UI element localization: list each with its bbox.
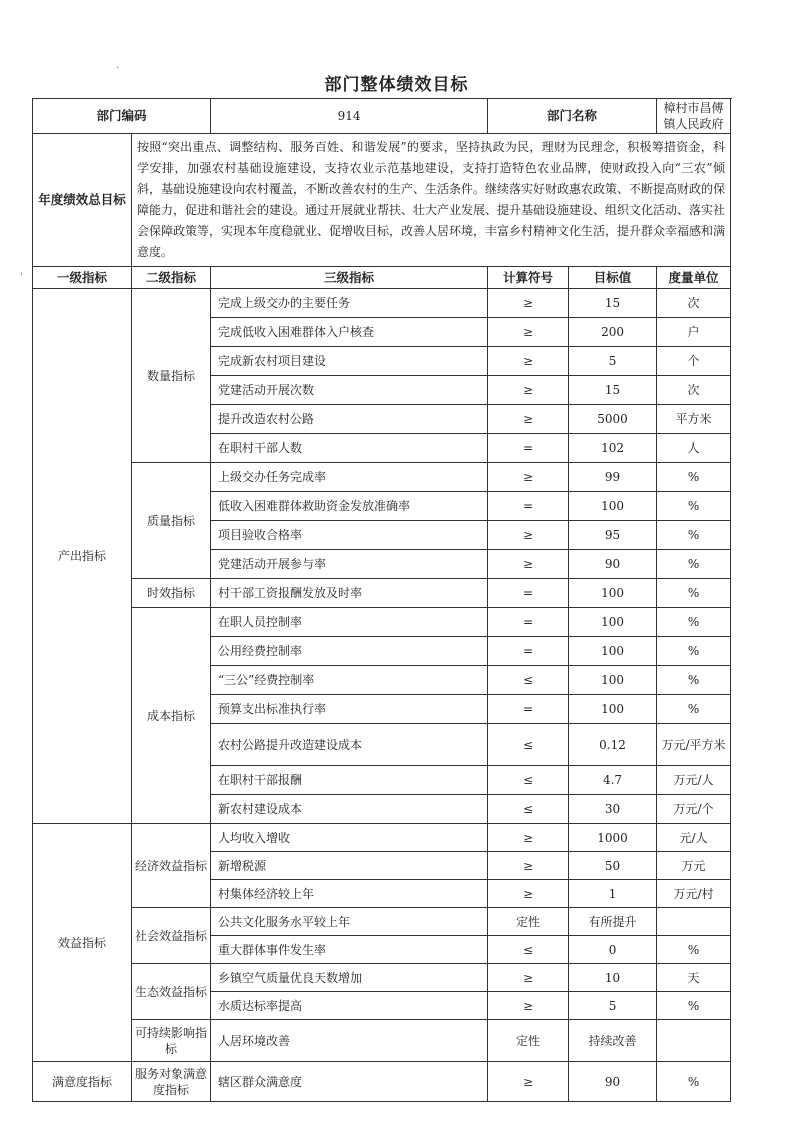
indicator-target: 100 [569, 608, 657, 637]
indicator-unit: % [657, 695, 731, 724]
indicator-unit: 万元/个 [657, 795, 731, 824]
indicator-symbol: = [488, 637, 569, 666]
indicator-name: 项目验收合格率 [211, 521, 488, 550]
indicator-unit: % [657, 492, 731, 521]
level2-social: 社会效益指标 [132, 908, 211, 964]
indicator-unit: 次 [657, 289, 731, 318]
indicator-unit: % [657, 608, 731, 637]
indicator-symbol: ≥ [488, 964, 569, 992]
header-level2: 二级指标 [132, 267, 211, 289]
indicator-target: 10 [569, 964, 657, 992]
indicator-name: 辖区群众满意度 [211, 1062, 488, 1102]
indicator-symbol: = [488, 492, 569, 521]
indicator-target: 30 [569, 795, 657, 824]
indicator-target: 99 [569, 463, 657, 492]
indicator-name: 新农村建设成本 [211, 795, 488, 824]
indicator-target: 50 [569, 852, 657, 880]
level1-output: 产出指标 [33, 289, 132, 824]
indicator-name: 公用经费控制率 [211, 637, 488, 666]
indicator-unit: 人 [657, 434, 731, 463]
indicator-name: 完成上级交办的主要任务 [211, 289, 488, 318]
indicator-name: 低收入困难群体救助资金发放准确率 [211, 492, 488, 521]
indicator-unit: 元/人 [657, 824, 731, 852]
indicator-target: 1 [569, 880, 657, 908]
goal-label: 年度绩效总目标 [33, 134, 132, 267]
indicator-name: 完成低收入困难群体入户核查 [211, 318, 488, 347]
indicator-symbol: ≥ [488, 463, 569, 492]
indicator-unit: 户 [657, 318, 731, 347]
indicator-name: 预算支出标准执行率 [211, 695, 488, 724]
indicator-symbol: ≥ [488, 992, 569, 1020]
header-level1: 一级指标 [33, 267, 132, 289]
indicator-target: 200 [569, 318, 657, 347]
indicator-target: 0 [569, 936, 657, 964]
indicator-target: 4.7 [569, 766, 657, 795]
indicator-unit: % [657, 936, 731, 964]
page-title: 部门整体绩效目标 [324, 75, 469, 95]
indicator-name: 新增税源 [211, 852, 488, 880]
indicator-unit [657, 1020, 731, 1062]
indicator-symbol: ≥ [488, 318, 569, 347]
indicator-target: 100 [569, 666, 657, 695]
table-row [33, 463, 731, 492]
indicator-symbol: ≥ [488, 376, 569, 405]
table-row [33, 1062, 731, 1102]
indicator-symbol: ≤ [488, 766, 569, 795]
level2-ecological: 生态效益指标 [132, 964, 211, 1020]
indicator-target: 持续改善 [569, 1020, 657, 1062]
indicator-unit: 万元/人 [657, 766, 731, 795]
indicator-unit: % [657, 579, 731, 608]
indicator-name: 人均收入增收 [211, 824, 488, 852]
scan-mark: . [116, 60, 120, 71]
indicator-name: 完成新农村项目建设 [211, 347, 488, 376]
indicator-name: 在职人员控制率 [211, 608, 488, 637]
indicator-target: 102 [569, 434, 657, 463]
table-row [33, 608, 731, 637]
indicator-symbol: ≥ [488, 289, 569, 318]
indicator-unit: 个 [657, 347, 731, 376]
indicator-unit: % [657, 521, 731, 550]
dept-code-label: 部门编码 [33, 99, 211, 134]
indicator-symbol: ≥ [488, 521, 569, 550]
indicator-name: 村干部工资报酬发放及时率 [211, 579, 488, 608]
indicator-name: 在职村干部报酬 [211, 766, 488, 795]
indicator-symbol: ≥ [488, 347, 569, 376]
indicator-symbol: ≥ [488, 550, 569, 579]
goal-text: 按照“突出重点、调整结构、服务百姓、和谐发展”的要求，坚持执政为民，理财为民理念，积极筹措资金，科学安排，加强农村基础设施建设，支持农业示范基地建设，支持打造特色农业品牌，使财政投入向“三农”倾斜，基础设施建设向农村覆盖，不断改善农村的生产、生活条件。继续落实好财政惠农政策、不断提高财政的保障能力，促进和谐社会的建设。通过开展就业帮扶、壮大产业发展、提升基础设施建设、组织文化活动、落实社会保障政策等，实现本年度稳就业、促增收目标，改善人居环境，丰富乡村精神文化生活，提升群众幸福感和满意度。 [132, 134, 731, 267]
level2-cost: 成本指标 [132, 608, 211, 824]
indicator-target: 100 [569, 695, 657, 724]
level2-quantity: 数量指标 [132, 289, 211, 463]
header-symbol: 计算符号 [488, 267, 569, 289]
indicator-target: 15 [569, 289, 657, 318]
indicator-name: 在职村干部人数 [211, 434, 488, 463]
indicator-name: 农村公路提升改造建设成本 [211, 724, 488, 766]
info-row [33, 99, 731, 134]
header-target: 目标值 [569, 267, 657, 289]
indicator-target: 100 [569, 637, 657, 666]
level2-service: 服务对象满意度指标 [132, 1062, 211, 1102]
level2-quality: 质量指标 [132, 463, 211, 579]
goal-row [33, 134, 731, 267]
dept-name-label: 部门名称 [488, 99, 657, 134]
performance-table [32, 98, 731, 1102]
indicator-name: 党建活动开展次数 [211, 376, 488, 405]
indicator-target: 15 [569, 376, 657, 405]
indicator-unit [657, 908, 731, 936]
indicator-symbol: = [488, 608, 569, 637]
indicator-target: 5 [569, 992, 657, 1020]
indicator-unit: % [657, 550, 731, 579]
header-row [33, 267, 731, 289]
indicator-target: 90 [569, 550, 657, 579]
indicator-target: 1000 [569, 824, 657, 852]
level1-benefit: 效益指标 [33, 824, 132, 1062]
indicator-symbol: ≥ [488, 852, 569, 880]
indicator-unit: 次 [657, 376, 731, 405]
dept-name-value: 樟村市昌傅镇人民政府 [657, 99, 731, 134]
indicator-symbol: 定性 [488, 908, 569, 936]
indicator-symbol: 定性 [488, 1020, 569, 1062]
indicator-symbol: = [488, 579, 569, 608]
indicator-unit: % [657, 637, 731, 666]
indicator-symbol: ≤ [488, 936, 569, 964]
indicator-symbol: ≤ [488, 795, 569, 824]
table-row [33, 289, 731, 318]
indicator-symbol: ≥ [488, 1062, 569, 1102]
indicator-symbol: ≥ [488, 880, 569, 908]
indicator-target: 90 [569, 1062, 657, 1102]
indicator-name: 提升改造农村公路 [211, 405, 488, 434]
indicator-unit: 平方米 [657, 405, 731, 434]
table-row [33, 1020, 731, 1062]
indicator-symbol: ≥ [488, 405, 569, 434]
level2-timeliness: 时效指标 [132, 579, 211, 608]
indicator-symbol: = [488, 434, 569, 463]
indicator-unit: % [657, 463, 731, 492]
indicator-name: 人居环境改善 [211, 1020, 488, 1062]
indicator-symbol: ≤ [488, 724, 569, 766]
indicator-name: 重大群体事件发生率 [211, 936, 488, 964]
indicator-target: 95 [569, 521, 657, 550]
indicator-unit: 天 [657, 964, 731, 992]
scan-mark: ' [20, 272, 23, 283]
indicator-unit: % [657, 1062, 731, 1102]
indicator-unit: % [657, 666, 731, 695]
indicator-target: 100 [569, 579, 657, 608]
indicator-name: “三公”经费控制率 [211, 666, 488, 695]
dept-code-value: 914 [211, 99, 488, 134]
indicator-unit: 万元/村 [657, 880, 731, 908]
indicator-symbol: ≥ [488, 824, 569, 852]
indicator-name: 村集体经济较上年 [211, 880, 488, 908]
indicator-name: 乡镇空气质量优良天数增加 [211, 964, 488, 992]
indicator-name: 水质达标率提高 [211, 992, 488, 1020]
indicator-target: 5000 [569, 405, 657, 434]
indicator-symbol: = [488, 695, 569, 724]
indicator-unit: 万元 [657, 852, 731, 880]
table-row [33, 824, 731, 852]
header-unit: 度量单位 [657, 267, 731, 289]
indicator-target: 有所提升 [569, 908, 657, 936]
indicator-target: 0.12 [569, 724, 657, 766]
indicator-target: 5 [569, 347, 657, 376]
indicator-unit: 万元/平方米 [657, 724, 731, 766]
table-row [33, 964, 731, 992]
indicator-name: 上级交办任务完成率 [211, 463, 488, 492]
indicator-target: 100 [569, 492, 657, 521]
table-row [33, 908, 731, 936]
indicator-symbol: ≤ [488, 666, 569, 695]
header-level3: 三级指标 [211, 267, 488, 289]
level2-economic: 经济效益指标 [132, 824, 211, 908]
level1-satisfaction: 满意度指标 [33, 1062, 132, 1102]
indicator-name: 公共文化服务水平较上年 [211, 908, 488, 936]
indicator-unit: % [657, 992, 731, 1020]
table-row [33, 579, 731, 608]
indicator-name: 党建活动开展参与率 [211, 550, 488, 579]
level2-sustainable: 可持续影响指标 [132, 1020, 211, 1062]
